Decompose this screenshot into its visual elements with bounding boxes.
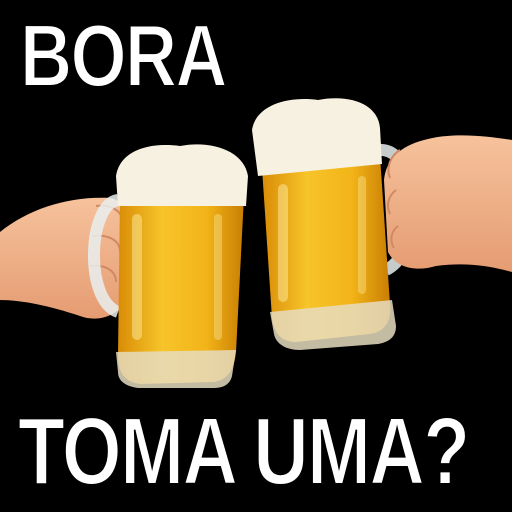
bottom-caption: TOMA UMA? [18,398,469,505]
right-hand [384,135,512,272]
top-caption: BORA [20,6,226,105]
